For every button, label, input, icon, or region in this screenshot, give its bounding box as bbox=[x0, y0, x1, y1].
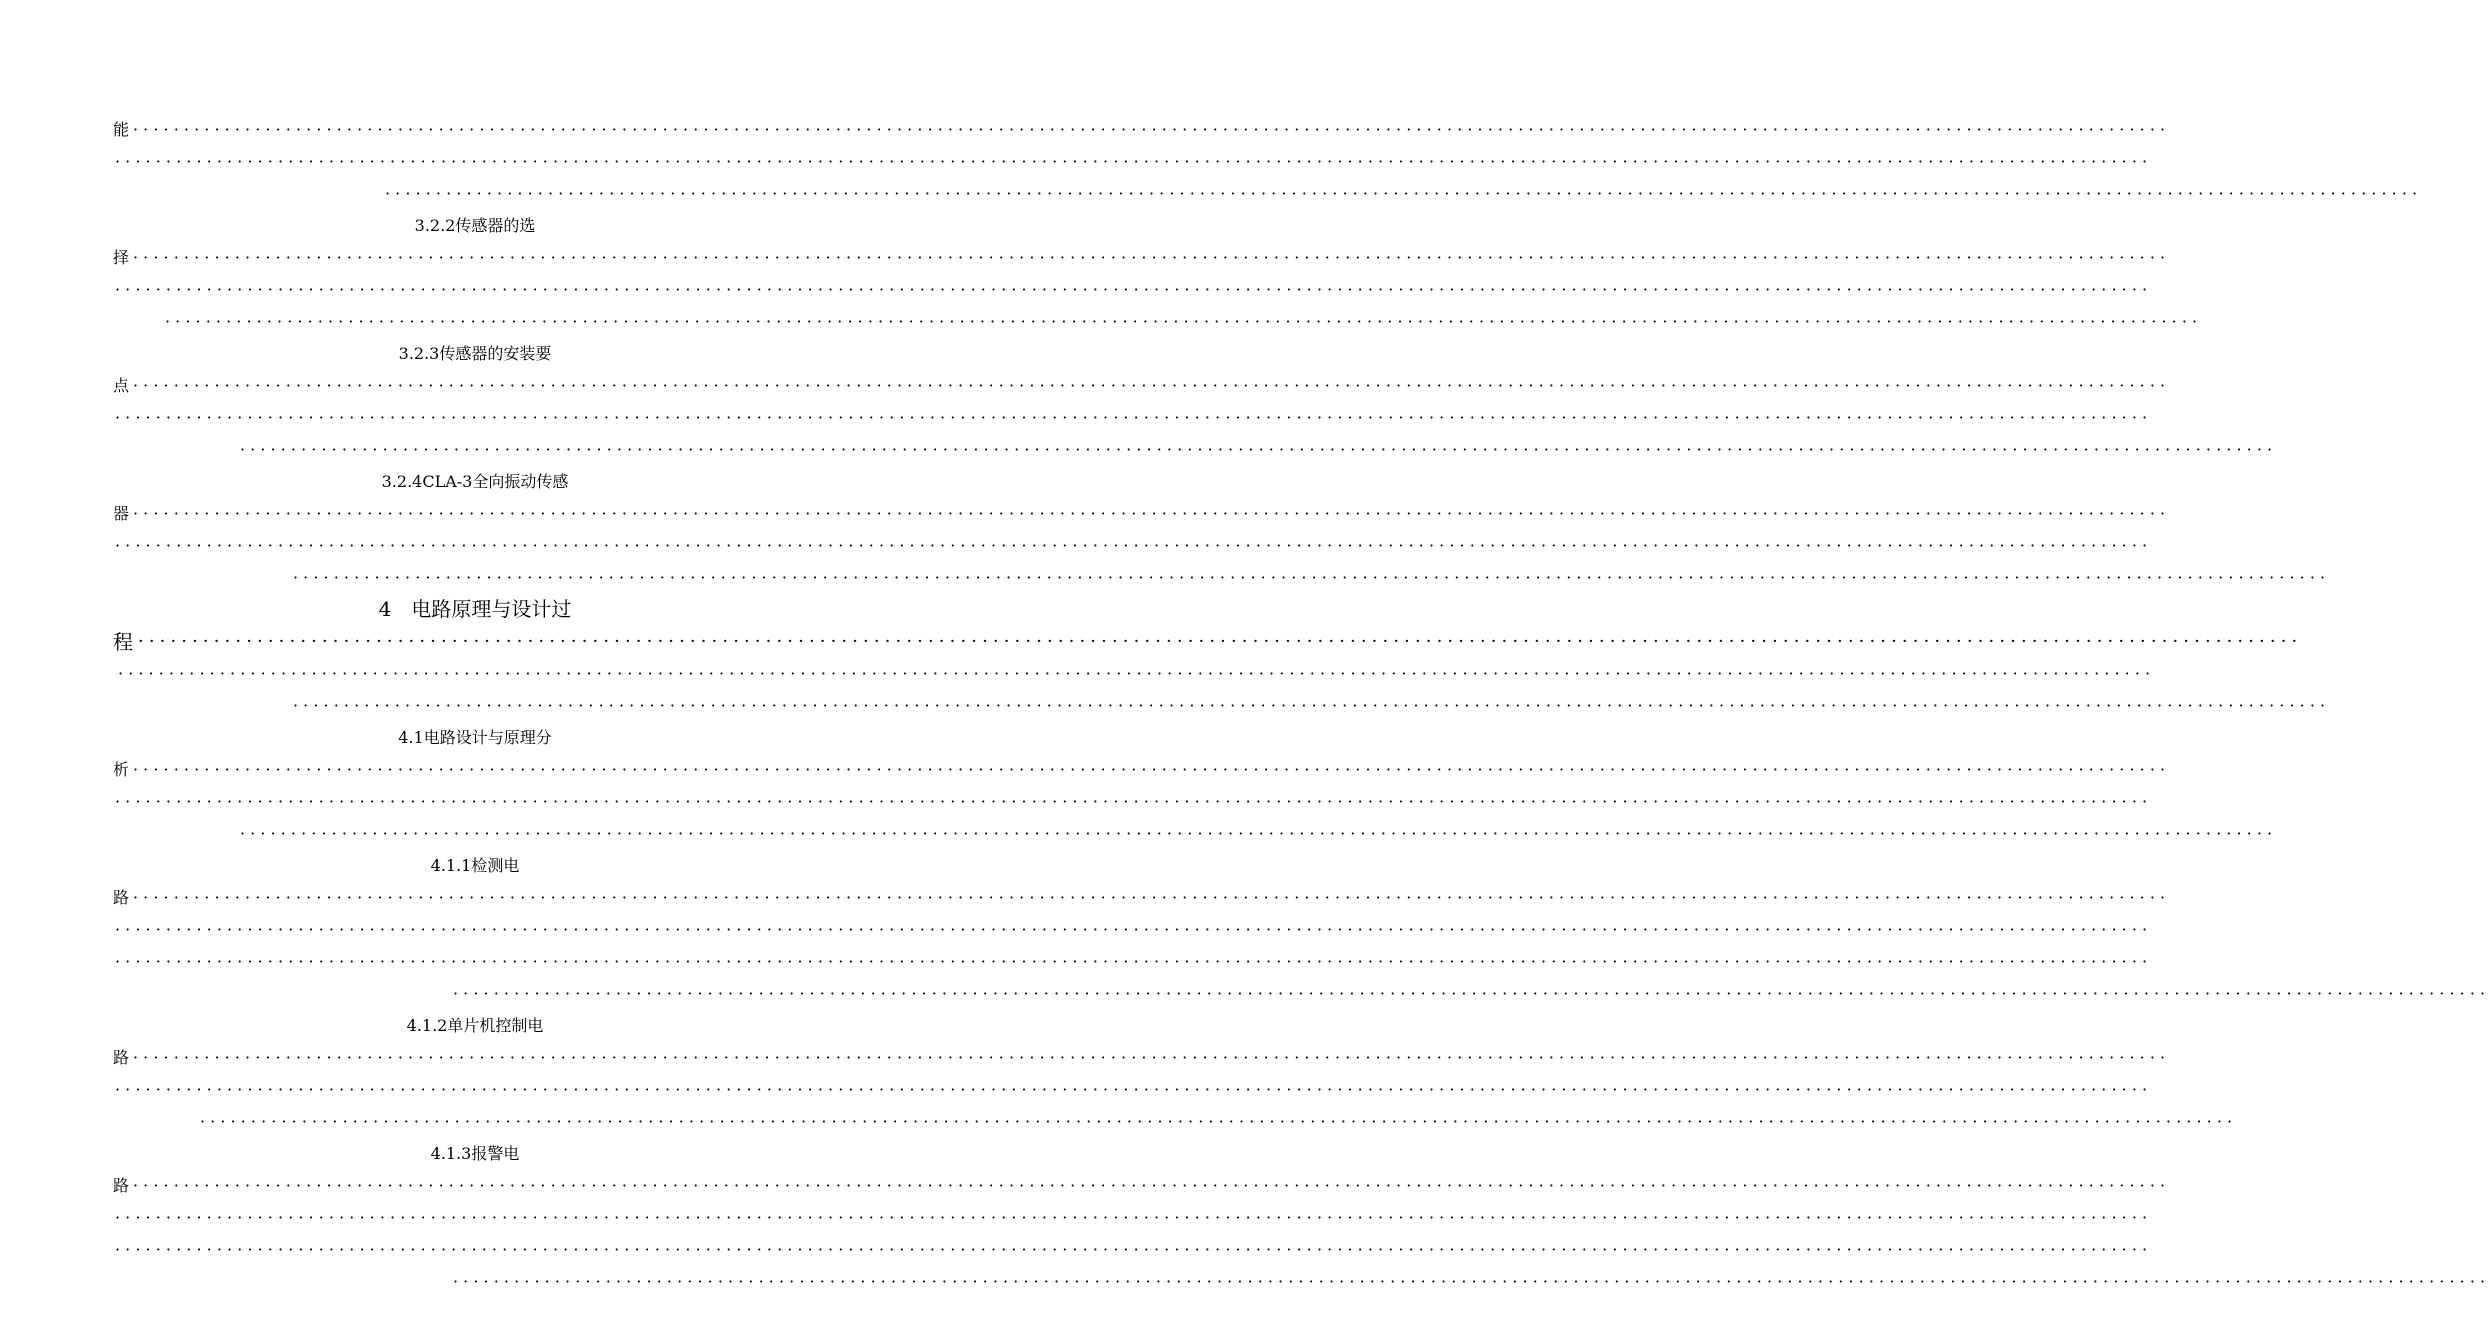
leader-dots: ········································································································································································································ bbox=[133, 248, 2171, 267]
leader-dots: ········································································································································································································ bbox=[385, 184, 2423, 203]
leader-dots: ········································································································································································································ bbox=[115, 952, 2153, 971]
leader-dots: ········································································································································································································ bbox=[240, 824, 2278, 843]
leader-dots: ········································································································································································································ bbox=[133, 760, 2171, 779]
toc-entry-title[interactable]: 4.1电路设计与原理分 bbox=[398, 728, 552, 747]
leader-dots: ········································································································································································································ bbox=[115, 1080, 2153, 1099]
leader-dots: ········································································································································································································ bbox=[133, 120, 2171, 139]
toc-entry-title[interactable]: 4.1.1检测电 bbox=[430, 856, 520, 875]
leader-dots: ········································································································································································································ bbox=[115, 1208, 2153, 1227]
toc-tail-char: 能 bbox=[113, 120, 130, 139]
toc-tail-char: 路 bbox=[113, 1048, 130, 1067]
leader-dots: ········································································································································································································ bbox=[293, 568, 2331, 587]
leader-dots: ········································································································································································································ bbox=[240, 440, 2278, 459]
toc-entry-title[interactable]: 4.1.3报警电 bbox=[430, 1144, 520, 1163]
toc-tail-char: 析 bbox=[113, 760, 130, 779]
toc-tail-char: 程 bbox=[113, 630, 133, 654]
toc-entry-title[interactable]: 4.1.2单片机控制电 bbox=[406, 1016, 544, 1035]
toc-entry-title[interactable]: 3.2.3传感器的安装要 bbox=[398, 344, 552, 363]
toc-entry-title[interactable]: 3.2.2传感器的选 bbox=[414, 216, 536, 235]
leader-dots: ········································································································································································································ bbox=[115, 152, 2153, 171]
toc-chapter-title[interactable]: 4 电路原理与设计过 bbox=[378, 597, 572, 621]
leader-dots: ········································································································································································································ bbox=[165, 312, 2203, 331]
toc-tail-char: 路 bbox=[113, 1176, 130, 1195]
leader-dots: ········································································································································································································ bbox=[115, 1240, 2153, 1259]
leader-dots: ········································································································································································································ bbox=[138, 631, 2303, 652]
leader-dots: ········································································································································································································ bbox=[115, 920, 2153, 939]
leader-dots: ········································································································································································································ bbox=[293, 696, 2331, 715]
leader-dots: ········································································································································································································ bbox=[453, 984, 2490, 1003]
leader-dots: ········································································································································································································ bbox=[115, 280, 2153, 299]
leader-dots: ········································································································································································································ bbox=[115, 408, 2153, 427]
leader-dots: ········································································································································································································ bbox=[118, 664, 2156, 683]
leader-dots: ········································································································································································································ bbox=[200, 1112, 2238, 1131]
leader-dots: ········································································································································································································ bbox=[133, 376, 2171, 395]
toc-entry-title[interactable]: 3.2.4CLA-3全向振动传感 bbox=[381, 472, 569, 491]
leader-dots: ········································································································································································································ bbox=[115, 792, 2153, 811]
leader-dots: ········································································································································································································ bbox=[133, 1048, 2171, 1067]
toc-tail-char: 路 bbox=[113, 888, 130, 907]
toc-tail-char: 择 bbox=[113, 248, 130, 267]
leader-dots: ········································································································································································································ bbox=[453, 1272, 2490, 1291]
toc-tail-char: 器 bbox=[113, 504, 130, 523]
leader-dots: ········································································································································································································ bbox=[133, 504, 2171, 523]
leader-dots: ········································································································································································································ bbox=[133, 1176, 2171, 1195]
leader-dots: ········································································································································································································ bbox=[133, 888, 2171, 907]
toc-tail-char: 点 bbox=[113, 376, 130, 395]
leader-dots: ········································································································································································································ bbox=[115, 536, 2153, 555]
